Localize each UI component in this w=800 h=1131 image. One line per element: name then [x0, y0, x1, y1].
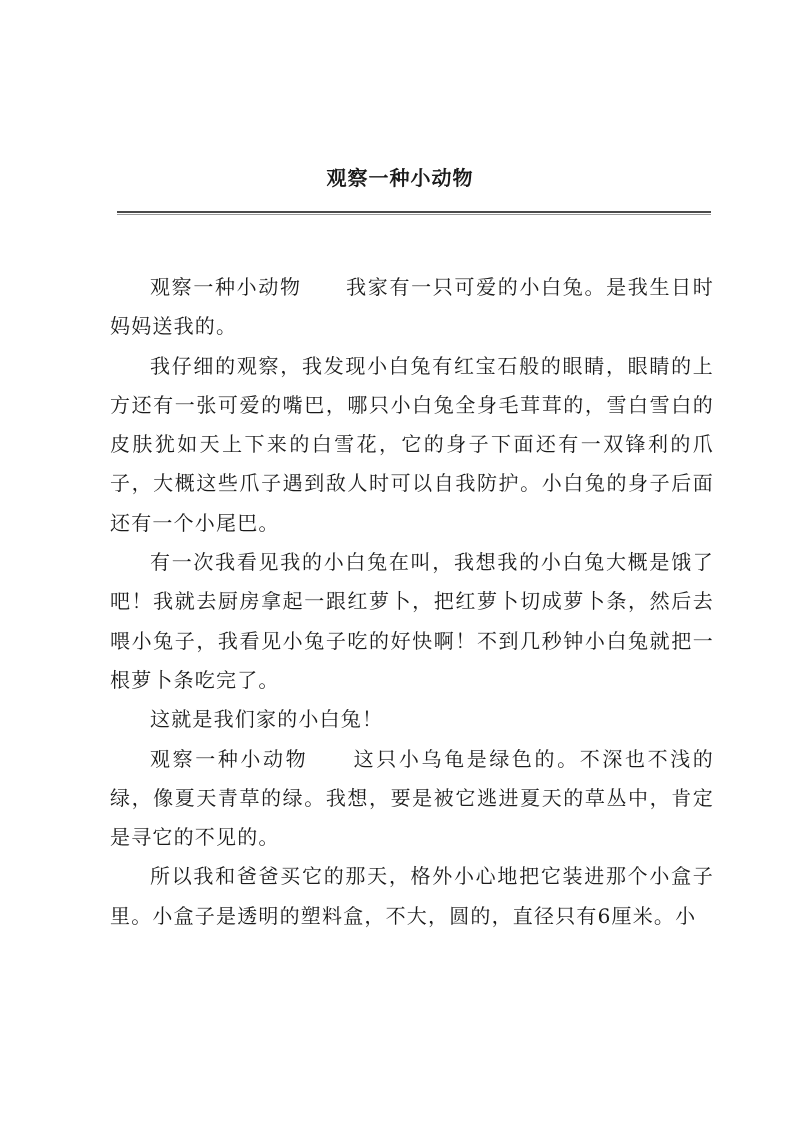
page-title: 观察一种小动物	[326, 166, 474, 190]
paragraph-text: 这就是我们家的小白兔！	[150, 707, 384, 732]
paragraph	[110, 347, 714, 543]
paragraph-text: 这只小乌龟是绿色的。不深也不浅的绿，像夏天青草的绿。我想，要是被它逃进夏天的草丛中，肯定是寻它的不见的。	[110, 746, 714, 850]
paragraph-text: 我仔细的观察，我发现小白兔有红宝石般的眼睛，眼睛的上方还有一张可爱的嘴巴，哪只小白兔全身毛茸茸的，雪白雪白的皮肤犹如天上下来的白雪花，它的身子下面还有一双锋利的爪子，大概这些爪子遇到敌人时可以自我防护。小白兔的身子后面还有一个小尾巴。	[110, 353, 714, 535]
paragraph-text: 我家有一只可爱的小白兔。是我生日时妈妈送我的。	[110, 275, 714, 339]
paragraph-lead: 观察一种小动物	[150, 275, 302, 299]
paragraph	[110, 740, 714, 858]
document-body	[110, 268, 714, 936]
paragraph	[110, 857, 714, 936]
title-divider	[117, 211, 711, 215]
paragraph	[110, 268, 714, 347]
paragraph-text: 有一次我看见我的小白兔在叫，我想我的小白兔大概是饿了吧！我就去厨房拿起一跟红萝卜，把红萝卜切成萝卜条，然后去喂小兔子，我看见小兔子吃的好快啊！不到几秒钟小白兔就把一根萝卜条吃完了。	[110, 550, 714, 692]
paragraph	[110, 700, 714, 739]
paragraph-lead: 观察一种小动物	[150, 746, 309, 771]
paragraph	[110, 543, 714, 700]
paragraph-text: 所以我和爸爸买它的那天，格外小心地把它装进那个小盒子里。小盒子是透明的塑料盒，不大，圆的，直径只有6厘米。小	[110, 864, 714, 928]
